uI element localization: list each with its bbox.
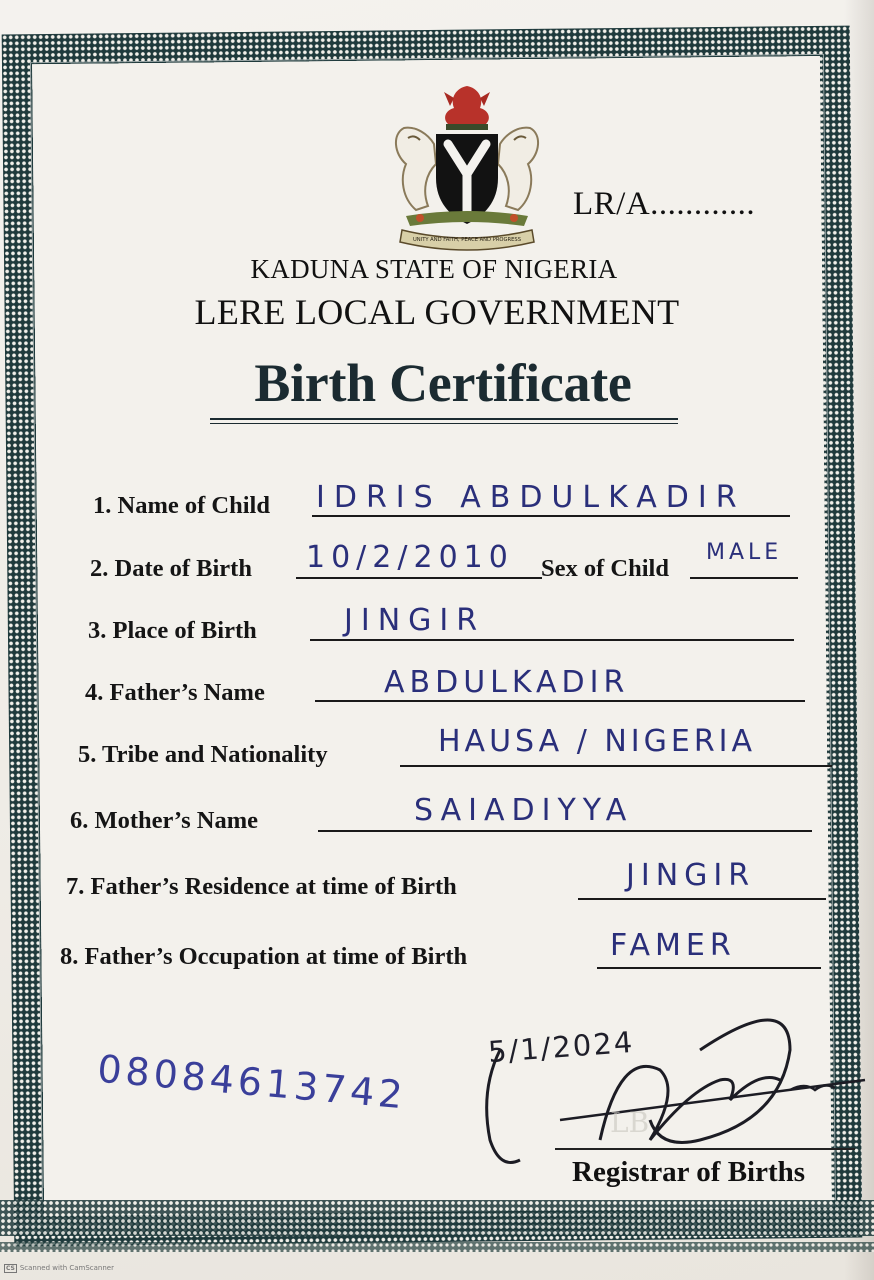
scanner-text: Scanned with CamScanner	[19, 1264, 114, 1272]
field-line	[315, 700, 805, 702]
field-line	[597, 967, 821, 969]
signature-date: 5/1/2024	[486, 1024, 636, 1070]
field-value-date-of-birth: 10/2/2010	[306, 540, 514, 575]
field-label-sex-of-child: Sex of Child	[541, 555, 669, 582]
field-value-mothers-name: SAIADIYYA	[414, 793, 634, 828]
reference-number: LR/A............	[573, 186, 756, 222]
field-value-sex-of-child: MALE	[706, 540, 783, 565]
field-line	[312, 515, 790, 517]
title-underline	[210, 418, 678, 420]
field-label-place-of-birth: 3. Place of Birth	[88, 617, 257, 644]
field-line	[690, 577, 798, 579]
registrar-line	[555, 1148, 855, 1150]
state-name-text: KADUNA STATE OF NIGERIA	[250, 254, 618, 284]
field-line	[310, 639, 794, 641]
field-label-fathers-name: 4. Father’s Name	[85, 679, 265, 706]
bottom-border-secondary	[0, 1242, 874, 1252]
field-value-fathers-name: ABDULKADIR	[384, 665, 630, 700]
state-name	[0, 254, 874, 285]
field-label-tribe-nationality: 5. Tribe and Nationality	[78, 741, 328, 768]
field-label-fathers-residence: 7. Father’s Residence at time of Birth	[66, 873, 457, 900]
field-value-name-of-child: IDRIS ABDULKADIR	[316, 480, 746, 515]
field-label-date-of-birth: 2. Date of Birth	[90, 555, 252, 582]
field-label-mothers-name: 6. Mother’s Name	[70, 807, 258, 834]
certificate-title: Birth Certificate	[254, 353, 632, 413]
registrar-label: Registrar of Births	[572, 1156, 806, 1188]
field-value-fathers-occupation: FAMER	[610, 928, 736, 963]
scanner-badge: CS	[6, 1265, 15, 1272]
field-value-tribe-nationality: HAUSA / NIGERIA	[438, 724, 757, 759]
field-value-fathers-residence: JINGIR	[626, 858, 756, 893]
field-value-place-of-birth: JINGIR	[344, 603, 486, 638]
handwritten-phone-number: 08084613742	[95, 1046, 409, 1118]
field-line	[578, 898, 826, 900]
title-underline-thin	[210, 423, 678, 424]
crest-motto: UNITY AND FAITH, PEACE AND PROGRESS	[412, 237, 522, 243]
scanner-watermark	[4, 1264, 114, 1272]
field-label-fathers-occupation: 8. Father’s Occupation at time of Birth	[60, 943, 468, 970]
field-line	[296, 577, 542, 579]
field-line	[400, 765, 832, 767]
svg-text:LB: LB	[610, 1106, 650, 1139]
bottom-border	[0, 1200, 874, 1236]
local-government: LERE LOCAL GOVERNMENT	[194, 292, 680, 332]
coat-of-arms-icon	[384, 78, 550, 254]
field-label-name-of-child: 1. Name of Child	[93, 492, 270, 519]
field-line	[318, 830, 812, 832]
